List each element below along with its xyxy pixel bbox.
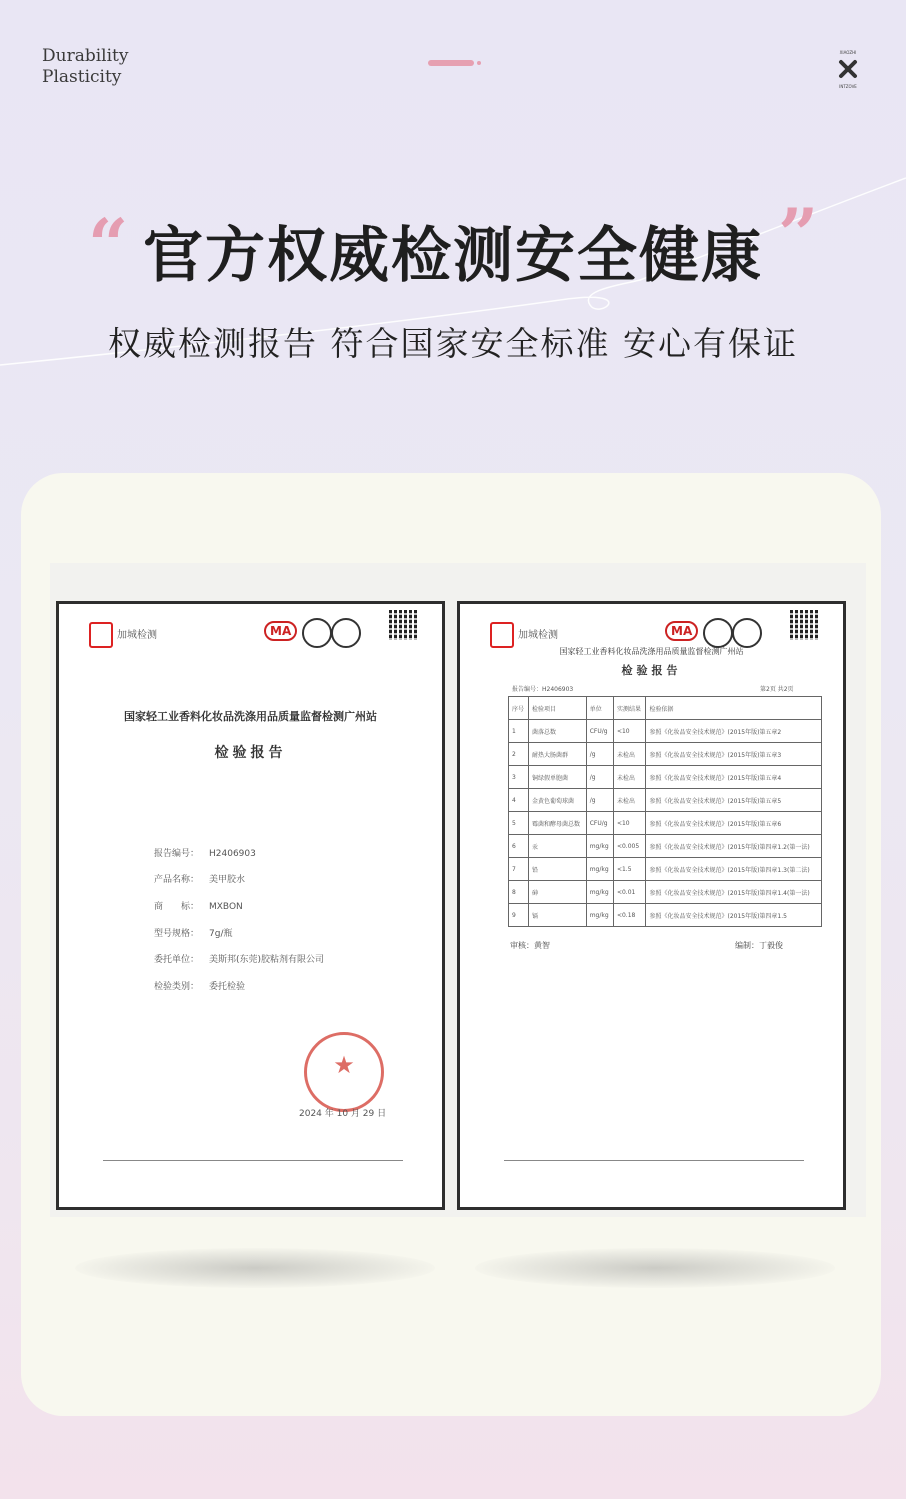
lab-logo-icon bbox=[89, 622, 113, 648]
lab-org-name: 国家轻工业香料化妆品洗涤用品质量监督检测广州站 bbox=[559, 647, 744, 656]
cnas-seal-icon bbox=[331, 618, 361, 648]
svg-text:XIAOZHI: XIAOZHI bbox=[839, 50, 857, 55]
table-row: 6 汞 mg/kg <0.005 参照《化妆品安全技术规范》(2015年版)第四章1.2(第一法) bbox=[509, 835, 822, 858]
ma-cert-mark: MA bbox=[665, 621, 698, 641]
lab-org-name: 国家轻工业香料化妆品洗涤用品质量监督检测广州站 bbox=[124, 710, 377, 723]
tagline-line-1: Durability bbox=[42, 46, 129, 66]
table-row: 1 菌落总数 CFU/g <10 参照《化妆品安全技术规范》(2015年版)第五章2 bbox=[509, 720, 822, 743]
report-footer bbox=[504, 1160, 804, 1179]
svg-text:INTZOVE: INTZOVE bbox=[839, 84, 857, 89]
brand-logo-icon bbox=[827, 48, 869, 90]
table-row: 2 耐热大肠菌群 /g 未检出 参照《化妆品安全技术规范》(2015年版)第五章3 bbox=[509, 743, 822, 766]
ma-cert-mark: MA bbox=[264, 621, 297, 641]
field-inspection-type: 检验类别： 委托检验 bbox=[154, 982, 246, 992]
doc-shadow-left bbox=[75, 1248, 435, 1288]
field-spec: 型号规格： 7g/瓶 bbox=[154, 929, 233, 939]
report-title: 检验报告 bbox=[621, 664, 682, 677]
pill-indicator bbox=[428, 60, 474, 66]
page-title: 官方权威检测安全健康 bbox=[143, 221, 763, 291]
field-product-name: 产品名称： 美甲胶水 bbox=[154, 875, 246, 885]
official-stamp bbox=[304, 1032, 384, 1112]
report-no: 报告编号：H2406903 bbox=[512, 686, 574, 693]
pill-indicator-dot bbox=[477, 61, 481, 65]
ilac-seal-icon bbox=[302, 618, 332, 648]
lab-logo-icon bbox=[490, 622, 514, 648]
table-row: 3 铜绿假单胞菌 /g 未检出 参照《化妆品安全技术规范》(2015年版)第五章4 bbox=[509, 766, 822, 789]
report-date: 2024 年 10 月 29 日 bbox=[299, 1109, 387, 1119]
table-row: 4 金黄色葡萄球菌 /g 未检出 参照《化妆品安全技术规范》(2015年版)第五章5 bbox=[509, 789, 822, 812]
results-table bbox=[508, 696, 822, 927]
field-trademark: 商 标： MXBON bbox=[154, 902, 243, 912]
qr-code-icon bbox=[389, 610, 419, 640]
close-quote-mark: ” bbox=[778, 193, 819, 276]
reviewer-signature: 审核：黄智 bbox=[510, 941, 550, 950]
lab-brand bbox=[89, 622, 157, 648]
tagline-line-2: Plasticity bbox=[42, 67, 122, 87]
lab-brand-name: 加城检测 bbox=[117, 630, 157, 641]
editor-signature: 编制：丁毅俊 bbox=[735, 941, 783, 950]
table-row: 7 铅 mg/kg <1.5 参照《化妆品安全技术规范》(2015年版)第四章1.3(第二法) bbox=[509, 858, 822, 881]
page-number: 第2页 共2页 bbox=[760, 686, 794, 693]
ilac-seal-icon bbox=[703, 618, 733, 648]
report-results-page bbox=[457, 601, 846, 1210]
doc-shadow-right bbox=[475, 1248, 835, 1288]
table-row: 5 霉菌和酵母菌总数 CFU/g <10 参照《化妆品安全技术规范》(2015年版)第五章6 bbox=[509, 812, 822, 835]
table-header-row: 序号 检验项目 单位 实测结果 检验依据 bbox=[509, 697, 822, 720]
report-title: 检验报告 bbox=[214, 745, 287, 761]
report-cover-page bbox=[56, 601, 445, 1210]
lab-brand bbox=[490, 622, 558, 648]
page-subtitle: 权威检测报告 符合国家安全标准 安心有保证 bbox=[108, 324, 798, 363]
report-footer bbox=[103, 1160, 403, 1179]
table-row: 9 镉 mg/kg <0.18 参照《化妆品安全技术规范》(2015年版)第四章1.5 bbox=[509, 904, 822, 927]
table-row: 8 砷 mg/kg <0.01 参照《化妆品安全技术规范》(2015年版)第四章1.4(第一法) bbox=[509, 881, 822, 904]
field-client: 委托单位： 美斯邦(东莞)胶粘剂有限公司 bbox=[154, 955, 325, 965]
tagline bbox=[42, 46, 128, 88]
lab-brand-name: 加城检测 bbox=[518, 630, 558, 641]
open-quote-mark: “ bbox=[88, 203, 129, 286]
field-report-no: 报告编号： H2406903 bbox=[154, 849, 256, 859]
qr-code-icon bbox=[790, 610, 820, 640]
cnas-seal-icon bbox=[732, 618, 762, 648]
